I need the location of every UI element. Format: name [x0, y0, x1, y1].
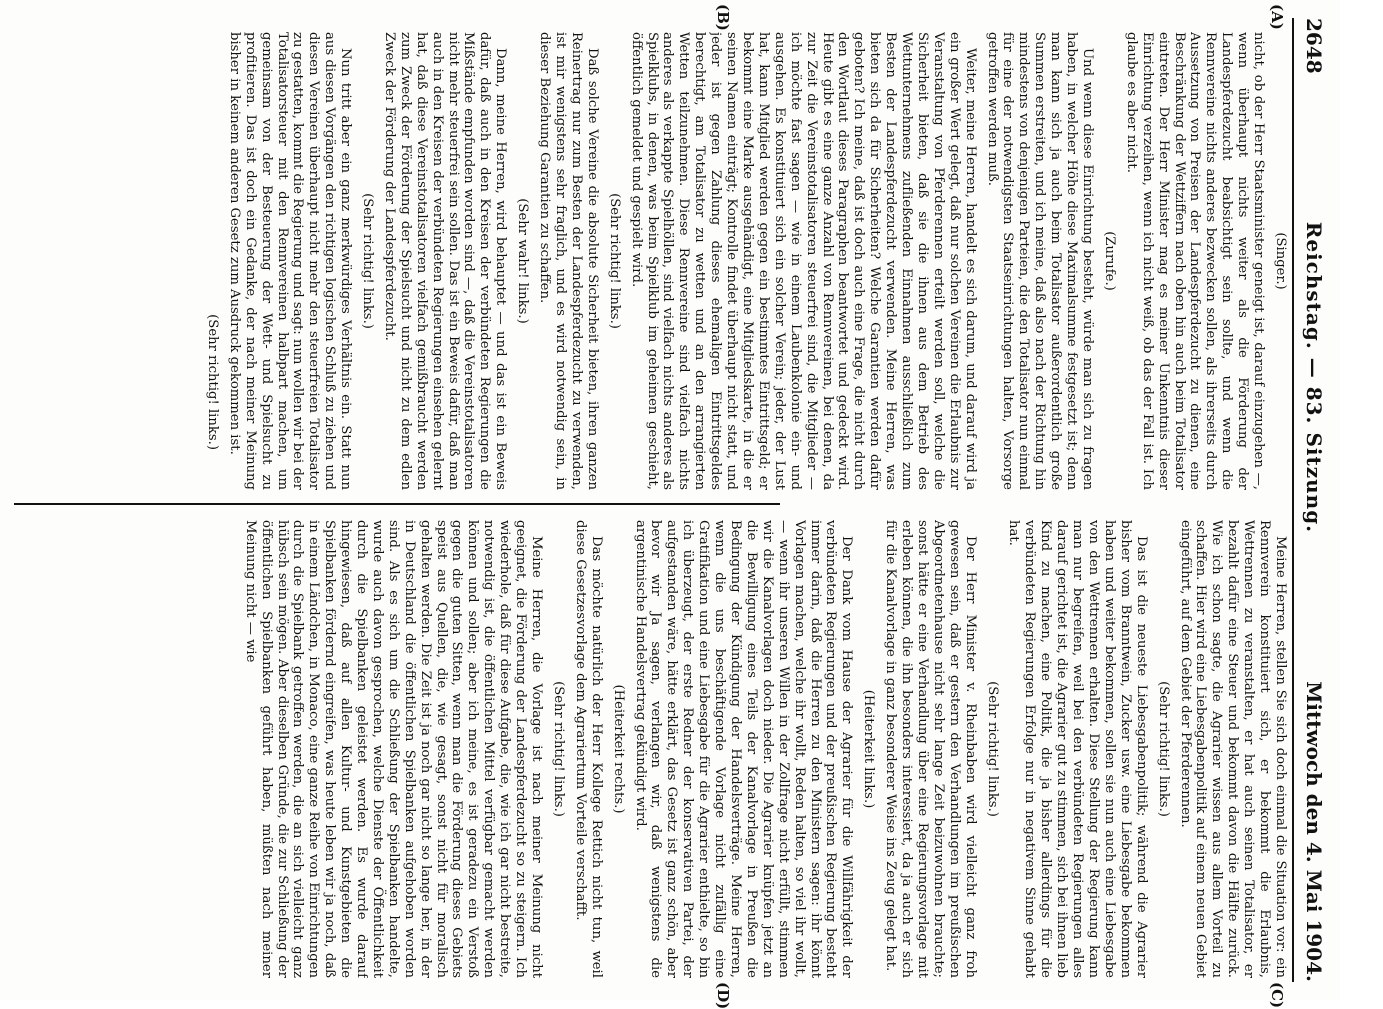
- interjection: (Sehr richtig! links.): [984, 681, 1000, 817]
- interjection: (Sehr richtig! links.): [204, 314, 220, 450]
- page-header: [1292, 18, 1334, 982]
- interjection: (Sehr richtig! links.): [606, 193, 622, 329]
- paragraph: Nun tritt aber ein ganz merkwürdiges Verhältnis ein. Statt nun aus diesen Vorgängen den richtigen logischen Schluß zu ziehen und diesen Vereinen überhaupt nicht mehr den steuerfreien Totalisator zu gestatten, kommt die Regierung und sagt: nun wollen wir bei der Totalisatorsteuer mit den Rennvereinen halbpart machen, um gemeinsam von der Besteuerung der Wett- und Spielsucht zu profitieren. Das ist doch ein Gedanke, der nach meiner Meinung bisher in keinem anderen Gesetz zum Ausdruck gekommen ist.: [226, 32, 354, 490]
- paragraph: Der Dank vom Hause der Agrarier für die Willfährigkeit der verbündeten Regierungen und der preußischen Regierung besteht immer darin, daß die Herren zu den Ministern sagen: ihr könnt Vorlagen machen, welche ihr wollt, Reden halten, so viel ihr wollt, — wenn ihr unseren Willen in der Zollfrage nicht erfüllt, stimmen wir die Kanalvorlagen doch nieder. Die Agrarier knüpfen jetzt an die Bewilligung eines Teils der Kanalvorlage in Preußen die Bedingung der Kündigung der Handelsverträge. Meine Herren, wenn die uns beschäftigende Vorlage nicht zufällig eine Gratifikation und eine Liebesgabe für die Agrarier enthielte, so bin ich überzeugt, der erste Redner der konservativen Partei, der aufgestanden wäre, hätte erklärt, das Gesetz ist ganz schön, aber bevor wir Ja sagen, verlangen wir, daß wenigstens die argentinische Handelsvertrag gekündigt wird.: [632, 520, 855, 978]
- paragraph: Meine Herren, die Vorlage ist nach meiner Meinung nicht geeignet, die Förderung der Landespferdezucht so zu steigern. Ich wiederhole, daß für diese Aufgabe, die, wie ich gar nicht bestreite, notwendig ist, die öffentlichen Mittel verfügbar gemacht werden können und sollen; aber ich meine, es ist geradezu ein Verstoß gegen die guten Sitten, wenn man die Förderung dieses Gebiets speist aus Quellen, die, wie gesagt, sonst nicht für moralisch gehalten werden. Die Zeit ist ja noch gar nicht so lange her, in der in Deutschland die öffentlichen Spielbanken aufgehoben worden sind. Als es sich um die Schließung der Spielbanken handelte, wurde auch davon gesprochen, welche Dienste der Öffentlichkeit durch die Spielbanken geleistet werden. Es wurde darauf hingewiesen, daß auf allen Kultur- und Kunstgebieten die Spielbanken fördernd eingreifen, was heute leben wir ja noch, daß in einem Ländchen, in Monaco, eine ganze Reihe von Einrichtungen durch die Spielbank getroffen werden, die an sich vielleicht ganz hübsch sein mögen. Aber dieselben Gründe, die zur Schließung der öffentlichen Spielbanken geführt haben, müßten nach meiner Meinung nicht — wie: [242, 520, 545, 978]
- right-column: [14, 520, 1288, 978]
- column-divider: [14, 503, 780, 505]
- interjection: (Sehr richtig! links.): [550, 681, 566, 817]
- session-date: Mittwoch den 4. Mai 1904.: [1302, 681, 1326, 982]
- paragraph: Dann, meine Herren, wird behauptet — und das ist ein Beweis dafür, daß auch in den Kreisen der verbündeten Regierungen die Mißstände empfunden worden sind —, daß die Vereinstotalisatoren nicht mehr steuerfrei sein sollen. Das ist ein Beweis dafür, daß man auch in den Kreisen der verbündeten Regierungen einsehen gelernt hat, daß diese Vereinstotalisatoren vielfach gemißbraucht werden zum Zweck der Förderung der Spielsucht und nicht zu dem edlen Zweck der Förderung der Landespferdezucht.: [381, 32, 509, 490]
- margin-marker-d: (D): [714, 982, 732, 1009]
- interjection: (Heiterkeit links.): [861, 689, 877, 809]
- interjection: (Sehr richtig! links.): [360, 193, 376, 329]
- paragraph: Und wenn diese Einrichtung besteht, würde man sich zu fragen haben, in welcher Höhe diese Maximalsumme festgesetzt ist; denn man kann sich ja auch beim Totalisator außerordentlich große Summen erstreiten, und ich meine, daß also nach der Richtung hin mindestens von denjenigen Parteien, die den Totalisator nun einmal für eine der notwendigsten Staatseinrichtungen halten, Vorsorge getroffen werden muß.: [984, 32, 1096, 490]
- paragraph: Das ist die neueste Liebesgabenpolitik; während die Agrarier bisher vom Branntwein, Zucker usw. eine Liebesgabe bekommen haben und weiter bekommen, sollen sie nun auch eine Liebesgabe von den Wettrennen erhalten. Diese Stellung der Regierung kann man nur begreifen, weil bei den verbündeten Regierungen alles darauf gerichtet ist, die Agrarier gut zu stimmen, sich bei ihnen lieb Kind zu machen, eine Politik, die ja bisher allerdings für die verbündeten Regierungen Erfolge nur in negativem Sinne gehabt hat.: [1006, 520, 1149, 978]
- interjection: (Sehr richtig! links.): [1155, 681, 1171, 817]
- paragraph: Daß solche Vereine die absolute Sicherheit bieten, ihren ganzen Reinertrag nur zum Besten der Landespferdezucht zu verwenden, ist mir wenigstens sehr fraglich, und es wird notwendig sein, in dieser Beziehung Garantien zu schaffen.: [537, 32, 600, 490]
- interjection: (Heiterkeit rechts.): [610, 684, 626, 814]
- interjection: (Zurufe.): [1101, 231, 1117, 291]
- margin-marker-c: (C): [1268, 982, 1286, 1009]
- session-title: Reichstag. — 83. Sitzung.: [1302, 221, 1326, 534]
- margin-marker-a: (A): [1268, 4, 1286, 30]
- paragraph: Meine Herren, stellen Sie sich doch einmal die Situation vor: ein Rennverein konstituiert sich, er bekommt die Erlaubnis, Wettrennen zu veranstalten, er hat auch seinen Totalisator, er bezahlt dafür eine Steuer und bekommt davon die Hälfte zurück. Wie ich schon sagte, die Agrarier wissen aus allem Vorteil zu schaffen. Hier wird eine Liebesgabenpolitik auf einem neuen Gebiet eingeführt, auf dem Gebiet der Pferderennen.: [1177, 520, 1288, 978]
- page-number: 2648: [1302, 18, 1326, 74]
- margin-marker-b: (B): [714, 4, 732, 31]
- paragraph: Das möchte natürlich der Herr Kollege Rettich nicht tun, weil diese Gesetzesvorlage dem Agrariertum Vorteile verschafft.: [572, 520, 604, 978]
- interjection: (Sehr wahr! links.): [515, 198, 531, 324]
- paragraph: nicht, ob der Herr Staatsminister geneigt ist, darauf einzugehen —, wenn überhaupt nichts weiter als die Förderung der Landespferdezucht beabsichtigt sein sollte, und wenn die Rennvereine nichts anderes bezwecken sollen, als ihrerseits durch Aussetzung von Preisen der Landespferdezucht zu dienen, eine Beschränkung der Wettziffern nach oben hin auch beim Totalisator eintreten. Der Herr Minister mag es meiner Unkenntnis dieser Einrichtung verzeihen, wenn ich nicht weiß, ob das der Fall ist. Ich glaube es aber nicht.: [1123, 32, 1267, 490]
- left-column: [14, 32, 1288, 490]
- paragraph: Weiter, meine Herren, handelt es sich darum, und darauf wird ja ein großer Wert gelegt, daß nur solchen Vereinen die Erlaubnis zur Veranstaltung von Pferderennen erteilt werden soll, welche die Sicherheit bieten, daß sie die ihnen aus dem Betrieb des Wettunternehmens zufließenden Einnahmen ausschließlich zum Besten der Landespferdezucht verwenden. Meine Herren, was bieten sich da für Sicherheiten? Welche Garantien werden dafür geboten? Ich meine, daß ist doch auch eine Frage, die nicht durch den Wortlaut dieses Paragraphen beantwortet und gedeckt wird. Heute gibt es eine ganze Anzahl von Rennvereinen, bei denen, da zur Zeit die Vereinstotalisatoren steuerfrei sind, die Mitglieder — ich möchte fast sagen — wie in einem Laubenkolonie ein- und ausgehen. Es konstituiert sich ein solcher Verein; jeder, der Lust hat, kann Mitglied werden gegen ein bestimmtes Eintrittsgeld; er bekommt eine Marke ausgehändigt, eine Mitgliedskarte, in die er seinen Namen einträgt; Kontrolle findet überhaupt nicht statt, und jeder ist gegen Zahlung dieses ehemaligen Eintrittsgeldes berechtigt, am Totalisator zu wetten und an den arrangierten Wetten teilzunehmen. Diese Rennvereine sind vielfach nichts anderes als verkappte Spielhöllen, sind vielfach nichts anderes als Spielklubs, in denen, was beim Spielklub im geheimen geschieht, öffentlich gemeldet und gespielt wird.: [628, 32, 978, 490]
- speaker-name: (Singer.): [1273, 232, 1288, 290]
- paragraph: Der Herr Minister v. Rheinbaben wird vielleicht ganz froh gewesen sein, daß er gestern den Verhandlungen im preußischen Abgeordnetenhause nicht sehr lange Zeit beizuwohnen brauchte; sonst hätte er eine Verhandlung über eine Regierungsvorlage mit erleben können, die ihn besonders interessiert, da ja auch er sich für die Kanalvorlage in ganz besonderer Weise ins Zeug gelegt hat.: [883, 520, 978, 978]
